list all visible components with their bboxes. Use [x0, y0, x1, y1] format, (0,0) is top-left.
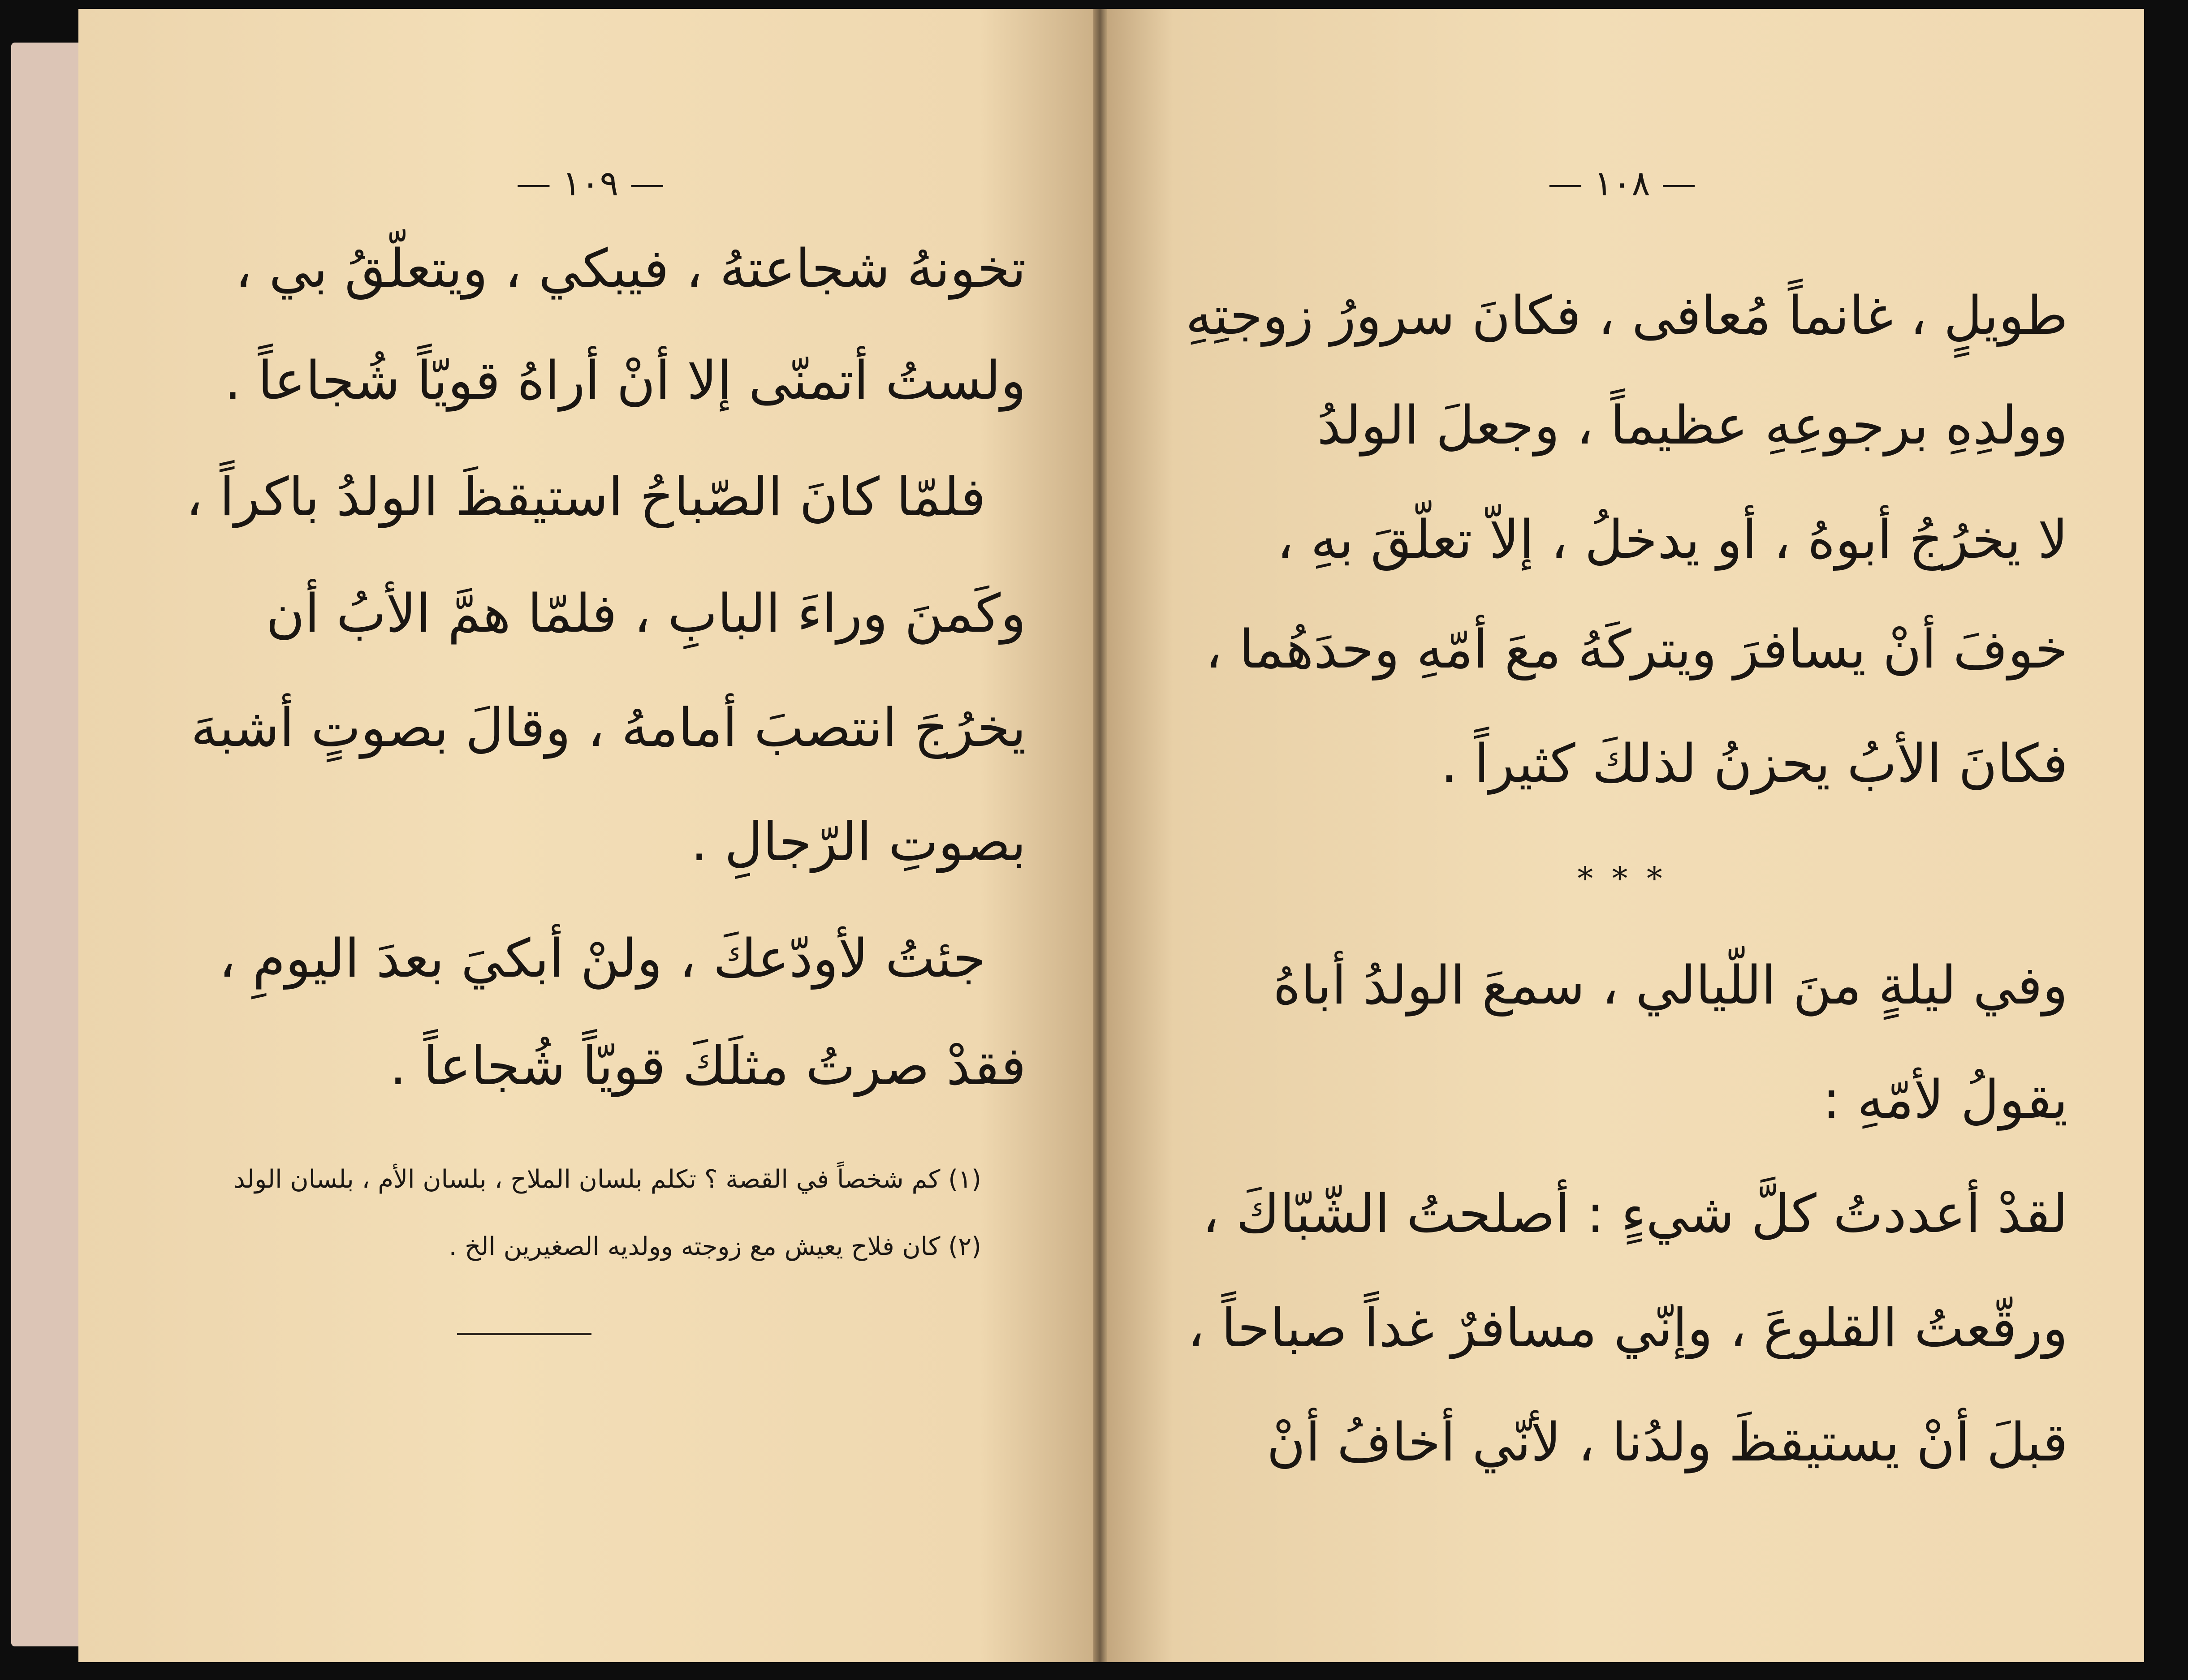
- footnote: (١) كم شخصاً في القصة ؟ تكلم بلسان الملاح ، بلسان الأم ، بلسان الولد: [233, 1165, 981, 1194]
- page-number: — ١٠٨ —: [1548, 164, 1696, 204]
- text-line: وولدِهِ برجوعِهِ عظيماً ، وجعلَ الولدُ: [1317, 394, 2068, 456]
- text-line: خوفَ أنْ يسافرَ ويتركَهُ معَ أمّهِ وحدَهُما ،: [1205, 618, 2068, 680]
- text-line: فلمّا كانَ الصّباحُ استيقظَ الولدُ باكراً ،: [186, 466, 986, 528]
- page-number: — ١٠٩ —: [516, 164, 665, 204]
- text-line: بصوتِ الرّجالِ .: [690, 811, 1026, 873]
- right-page: [1100, 9, 2144, 1662]
- text-line: وكَمنَ وراءَ البابِ ، فلمّا همَّ الأبُ أن: [266, 582, 1026, 644]
- text-line: يخرُجَ انتصبَ أمامهُ ، وقالَ بصوتٍ أشبهَ: [190, 697, 1026, 758]
- end-rule: [457, 1333, 591, 1335]
- text-line: لا يخرُجُ أبوهُ ، أو يدخلُ ، إلاّ تعلّقَ بهِ ،: [1277, 508, 2068, 570]
- text-line: قبلَ أنْ يستيقظَ ولدُنا ، لأنّي أخافُ أنْ: [1266, 1411, 2068, 1473]
- text-line: يقولُ لأمّهِ :: [1822, 1068, 2068, 1130]
- text-line: ولستُ أتمنّى إلا أنْ أراهُ قويّاً شُجاعاً .: [224, 349, 1026, 411]
- text-line: تخونهُ شجاعتهُ ، فيبكي ، ويتعلّقُ بي ،: [235, 237, 1026, 299]
- left-page: [78, 9, 1102, 1662]
- footnote: (٢) كان فلاح يعيش مع زوجته وولديه الصغيرين الخ .: [449, 1232, 981, 1261]
- text-line: جئتُ لأودّعكَ ، ولنْ أبكيَ بعدَ اليومِ ،: [219, 927, 986, 989]
- text-line: وفي ليلةٍ منَ اللّيالي ، سمعَ الولدُ أباهُ: [1273, 954, 2068, 1016]
- text-line: ورقّعتُ القلوعَ ، وإنّي مسافرٌ غداً صباحاً ،: [1187, 1297, 2068, 1359]
- text-line: فقدْ صرتُ مثلَكَ قويّاً شُجاعاً .: [389, 1035, 1026, 1097]
- text-line: طويلٍ ، غانماً مُعافى ، فكانَ سرورُ زوجتِهِ: [1185, 284, 2068, 346]
- section-separator: * * *: [1577, 860, 1667, 897]
- text-line: لقدْ أعددتُ كلَّ شيءٍ : أصلحتُ الشّبّاكَ ،: [1202, 1183, 2068, 1245]
- book-gutter: [1093, 9, 1107, 1662]
- text-line: فكانَ الأبُ يحزنُ لذلكَ كثيراً .: [1441, 732, 2068, 794]
